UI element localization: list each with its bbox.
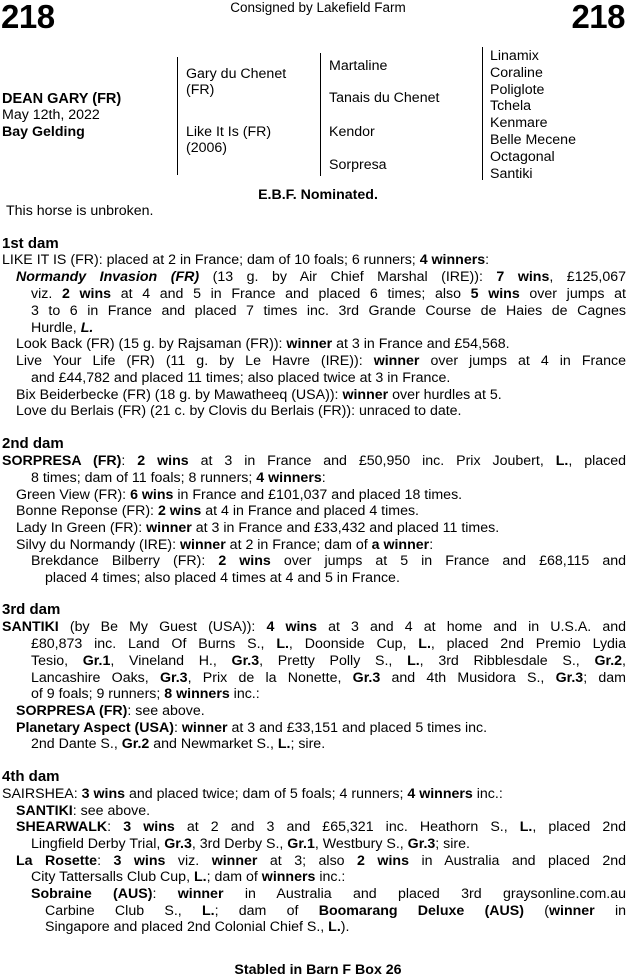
d4-line-5: La Rosette: 3 wins viz. winner at 3; also 2 wins in Australia and placed 2nd [16, 853, 626, 869]
d2-line-2: 8 times; dam of 11 foals; 8 runners; 4 winners: [31, 470, 326, 486]
d1-line-3: viz. 2 wins at 4 and 5 in France and placed 6 times; also 5 wins over jumps at [31, 286, 626, 302]
great-grandparents [490, 48, 576, 182]
d4-line-3: SHEARWALK: 3 wins at 2 and 3 and £65,321 inc. Heathorn S., L., placed 2nd [16, 819, 626, 835]
lot-number-right: 218 [571, 0, 625, 35]
horse-name: DEAN GARY (FR) [2, 91, 122, 107]
d2-line-1: SORPRESA (FR): 2 wins at 3 in France and £50,950 inc. Prix Joubert, L., placed [2, 453, 626, 469]
pedigree-sire [186, 66, 286, 98]
d1-line-10: Love du Berlais (FR) (21 c. by Clovis du Berlais (FR)): unraced to date. [16, 403, 462, 419]
d1-line-5: Hurdle, L. [31, 320, 94, 336]
ggp-7: Octagonal [490, 148, 555, 165]
pedigree-line-1 [177, 57, 178, 175]
lot-number-left: 218 [1, 0, 55, 35]
unbroken-note: This horse is unbroken. [6, 203, 154, 219]
d2-line-3: Green View (FR): 6 wins in France and £101,037 and placed 18 times. [16, 487, 463, 503]
d2-line-6: Silvy du Normandy (IRE): winner at 2 in France; dam of a winner: [16, 537, 434, 553]
d4-line-4: Lingfield Derby Trial, Gr.3, 3rd Derby S., Gr.1, Westbury S., Gr.3; sire. [31, 836, 470, 852]
granddam-2: Sorpresa [329, 157, 387, 173]
sire-name: Gary du Chenet [186, 66, 287, 82]
d2-line-4: Bonne Reponse (FR): 2 wins at 4 in France and placed 4 times. [16, 503, 419, 519]
horse-description: Bay Gelding [2, 124, 85, 140]
ebf-nominated: E.B.F. Nominated. [258, 187, 378, 203]
d3-line-4: Lancashire Oaks, Gr.3, Prix de la Nonette, Gr.3 and 4th Musidora S., Gr.3; dam [31, 670, 626, 686]
section-3rd-dam: 3rd dam [2, 601, 61, 618]
d2-line-7: Brekdance Bilberry (FR): 2 wins over jumps at 5 in France and £68,115 and [31, 553, 627, 569]
grandsire-2: Kendor [329, 124, 375, 140]
d4-line-6: City Tattersalls Club Cup, L.; dam of winners inc.: [31, 869, 346, 885]
grandsire-1: Martaline [329, 58, 388, 74]
d2-line-8: placed 4 times; also placed 4 times at 4 and 5 in France. [45, 570, 400, 586]
horse-foaled: May 12th, 2022 [2, 107, 100, 123]
ggp-4: Tchela [490, 98, 532, 115]
d1-line-8: and £44,782 and placed 11 times; also placed twice at 3 in France. [31, 370, 451, 386]
ggp-2: Coraline [490, 64, 543, 81]
granddam-1: Tanais du Chenet [329, 90, 440, 106]
section-1st-dam: 1st dam [2, 235, 59, 252]
ggp-6: Belle Mecene [490, 131, 576, 148]
d3-line-2: £80,873 inc. Land Of Burns S., L., Doonside Cup, L., placed 2nd Premio Lydia [31, 636, 626, 652]
ggp-3: Poliglote [490, 81, 545, 98]
d4-line-8: Carbine Club S., L.; dam of Boomarang Deluxe (AUS) (winner in [45, 903, 626, 919]
dam-year: (2006) [186, 140, 228, 156]
d1-line-1: LIKE IT IS (FR): placed at 2 in France; dam of 10 foals; 6 runners; 4 winners: [2, 252, 490, 268]
d3-line-7: Planetary Aspect (USA): winner at 3 and £33,151 and placed 5 times inc. [16, 720, 488, 736]
ggp-5: Kenmare [490, 115, 548, 132]
d4-line-7: Sobraine (AUS): winner in Australia and placed 3rd graysonline.com.au [31, 886, 626, 902]
d4-line-1: SAIRSHEA: 3 wins and placed twice; dam of 5 foals; 4 runners; 4 winners inc.: [2, 786, 503, 802]
d3-line-5: of 9 foals; 9 runners; 8 winners inc.: [31, 686, 260, 702]
d1-line-9: Bix Beiderbecke (FR) (18 g. by Mawatheeq (USA)): winner over hurdles at 5. [16, 387, 502, 403]
d3-line-8: 2nd Dante S., Gr.2 and Newmarket S., L.; sire. [31, 736, 326, 752]
consignor: Consigned by Lakefield Farm [230, 0, 406, 15]
pedigree-dam [186, 124, 271, 156]
d3-line-1: SANTIKI (by Be My Guest (USA)): 4 wins at 3 and 4 at home and in U.S.A. and [2, 619, 626, 635]
d3-line-6: SORPRESA (FR): see above. [16, 703, 205, 719]
d3-line-3: Tesio, Gr.1, Vineland H., Gr.3, Pretty Polly S., L., 3rd Ribblesdale S., Gr.2, [31, 653, 626, 669]
section-2nd-dam: 2nd dam [2, 435, 64, 452]
ggp-8: Santiki [490, 165, 533, 182]
ggp-1: Linamix [490, 48, 539, 64]
stable-location: Stabled in Barn F Box 26 [234, 962, 402, 978]
d4-line-9: Singapore and placed 2nd Colonial Chief S., L.). [45, 919, 350, 935]
pedigree-line-3 [482, 47, 483, 180]
d1-line-7: Live Your Life (FR) (11 g. by Le Havre (IRE)): winner over jumps at 4 in France [16, 353, 626, 369]
section-4th-dam: 4th dam [2, 768, 60, 785]
pedigree-line-2 [320, 53, 321, 176]
d1-line-4: 3 to 6 in France and placed 7 times inc. 3rd Grande Course de Haies de Cagnes [31, 303, 626, 319]
d2-line-5: Lady In Green (FR): winner at 3 in France and £33,432 and placed 11 times. [16, 520, 500, 536]
d1-line-2: Normandy Invasion (FR) (13 g. by Air Chief Marshal (IRE)): 7 wins, £125,067 [16, 269, 626, 285]
d4-line-2: SANTIKI: see above. [16, 803, 151, 819]
sire-country: (FR) [186, 82, 215, 98]
dam-name: Like It Is (FR) [186, 124, 272, 140]
d1-line-6: Look Back (FR) (15 g. by Rajsaman (FR)): winner at 3 in France and £54,568. [16, 336, 510, 352]
